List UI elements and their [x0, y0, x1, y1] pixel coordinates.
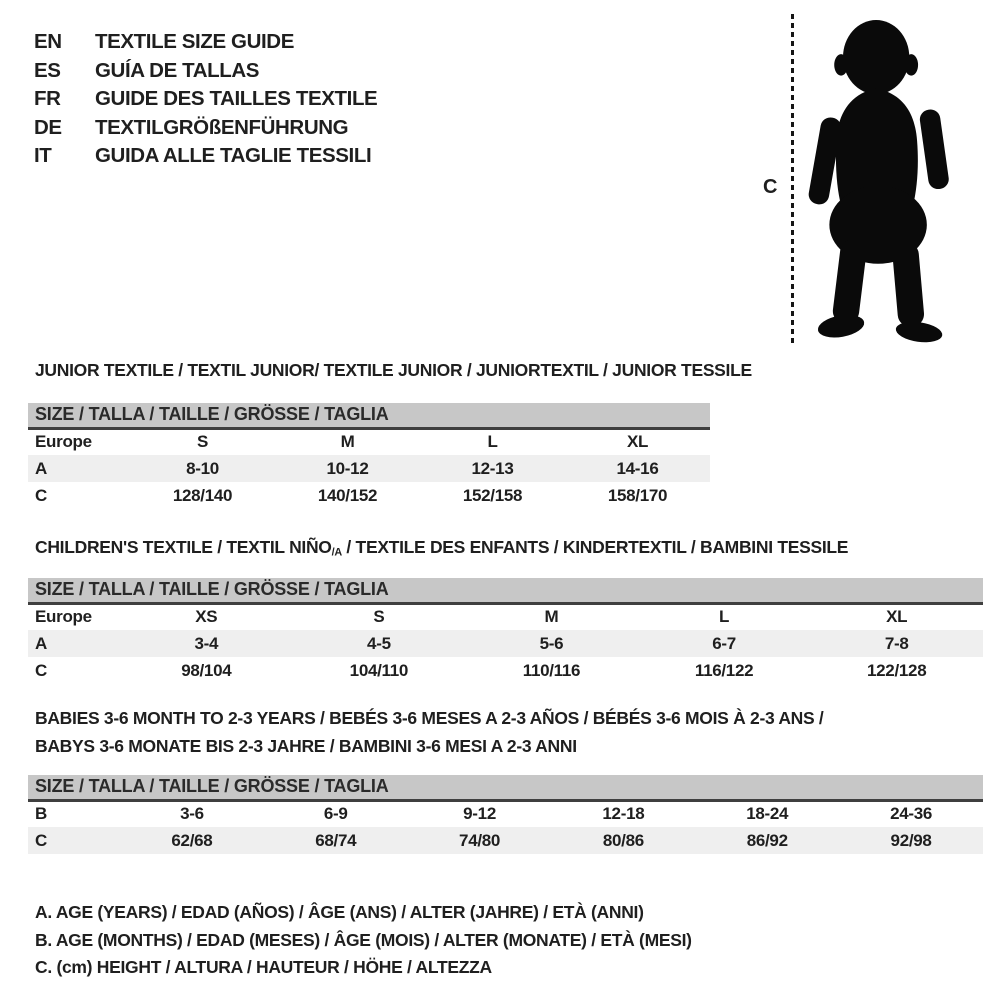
size-cell: 152/158	[462, 485, 523, 505]
children-title-text: CHILDREN'S TEXTILE / TEXTIL NIÑO	[35, 537, 332, 557]
language-title: TEXTILE SIZE GUIDE	[95, 30, 294, 54]
size-cell: 24-36	[890, 804, 933, 824]
toddler-silhouette-icon	[804, 8, 960, 348]
language-title: TEXTILGRÖßENFÜHRUNG	[95, 115, 349, 139]
size-header-label: SIZE / TALLA / TAILLE / GRÖSSE / TAGLIA	[28, 775, 983, 800]
size-cell: S	[373, 607, 385, 627]
babies-size-table	[28, 775, 983, 854]
children-section-title	[35, 534, 848, 567]
size-header-row	[28, 775, 983, 800]
size-cell: 74/80	[408, 827, 552, 854]
row-label-cell: A	[28, 455, 130, 482]
children-title-text: / TEXTILE DES ENFANTS / KINDERTEXTIL / BAMBINI TESSILE	[341, 537, 849, 557]
size-cell: XL	[886, 607, 908, 627]
size-cell: 5-6	[465, 630, 638, 657]
language-row	[34, 114, 377, 143]
table-row	[28, 800, 983, 827]
size-header-label: SIZE / TALLA / TAILLE / GRÖSSE / TAGLIA	[28, 578, 983, 603]
children-title-subscript: /A	[331, 546, 342, 559]
size-cell: 128/140	[172, 485, 233, 505]
table-row	[28, 657, 983, 684]
language-code: FR	[34, 87, 61, 111]
size-cell: 140/152	[317, 485, 378, 505]
row-label-cell: Europe	[35, 607, 92, 627]
language-list	[34, 28, 377, 171]
footnote-a: A. AGE (YEARS) / EDAD (AÑOS) / ÂGE (ANS) / ALTER (JAHRE) / ETÀ (ANNI)	[35, 902, 644, 922]
language-row	[34, 57, 377, 86]
language-code: DE	[34, 115, 62, 139]
size-cell: 158/170	[607, 485, 668, 505]
size-cell: 9-12	[463, 804, 496, 824]
row-label-cell: A	[28, 630, 120, 657]
footnote-c: C. (cm) HEIGHT / ALTURA / HAUTEUR / HÖHE / ALTEZZA	[35, 957, 492, 977]
language-title: GUIDA ALLE TAGLIE TESSILI	[95, 144, 372, 168]
footnote-b: B. AGE (MONTHS) / EDAD (MESES) / ÂGE (MOIS) / ALTER (MONATE) / ETÀ (MESI)	[35, 929, 692, 950]
table-row	[28, 603, 983, 630]
babies-title-line: BABIES 3-6 MONTH TO 2-3 YEARS / BEBÉS 3-6 MESES A 2-3 AÑOS / BÉBÉS 3-6 MOIS À 2-3 ANS /	[35, 708, 824, 728]
language-row	[34, 85, 377, 114]
footnotes	[35, 899, 692, 982]
row-label-cell: C	[35, 660, 47, 680]
size-header-row	[28, 403, 710, 428]
size-cell: L	[719, 607, 730, 627]
size-cell: 6-7	[638, 630, 811, 657]
language-title: GUÍA DE TALLAS	[95, 58, 260, 82]
table-row	[28, 482, 710, 509]
size-cell: 80/86	[551, 827, 695, 854]
babies-title-line: BABYS 3-6 MONATE BIS 2-3 JAHRE / BAMBINI 3-6 MESI A 2-3 ANNI	[35, 735, 577, 756]
size-cell: 98/104	[181, 660, 232, 680]
size-header-label: SIZE / TALLA / TAILLE / GRÖSSE / TAGLIA	[28, 403, 710, 428]
language-code: IT	[34, 144, 52, 168]
size-cell: 122/128	[867, 660, 927, 680]
size-cell: L	[487, 432, 498, 452]
row-label-cell: Europe	[35, 432, 92, 452]
size-cell: 116/122	[694, 660, 754, 680]
row-label-cell: C	[35, 485, 47, 505]
size-cell: 62/68	[120, 827, 264, 854]
size-cell: 14-16	[565, 455, 710, 482]
junior-size-table	[28, 403, 710, 509]
language-row	[34, 28, 377, 57]
size-cell: M	[544, 607, 559, 627]
language-code: ES	[34, 58, 61, 82]
size-header-row	[28, 578, 983, 603]
size-cell: 18-24	[746, 804, 789, 824]
size-cell: 6-9	[323, 804, 348, 824]
row-label-cell: B	[35, 804, 47, 824]
size-cell: 68/74	[264, 827, 408, 854]
size-cell: 12-13	[420, 455, 565, 482]
height-measure-label: C	[763, 176, 778, 198]
size-cell: 104/110	[349, 660, 409, 680]
junior-section-title: JUNIOR TEXTILE / TEXTIL JUNIOR/ TEXTILE JUNIOR / JUNIORTEXTIL / JUNIOR TESSILE	[35, 360, 752, 380]
size-cell: 10-12	[275, 455, 420, 482]
size-cell: S	[196, 432, 209, 452]
size-cell: 4-5	[293, 630, 466, 657]
size-cell: 110/116	[522, 660, 581, 680]
height-measure-line	[791, 14, 794, 347]
size-cell: 8-10	[130, 455, 275, 482]
size-cell: 92/98	[839, 827, 983, 854]
table-row	[28, 428, 710, 455]
children-size-table	[28, 578, 983, 684]
size-cell: 3-6	[180, 804, 204, 824]
size-cell: XL	[626, 432, 649, 452]
language-code: EN	[34, 30, 62, 54]
size-cell: M	[340, 432, 355, 452]
table-row	[28, 630, 983, 657]
size-cell: XS	[195, 607, 218, 627]
size-cell: 7-8	[810, 630, 983, 657]
size-cell: 3-4	[120, 630, 293, 657]
size-cell: 12-18	[602, 804, 645, 824]
language-row	[34, 142, 377, 171]
table-row	[28, 455, 710, 482]
babies-section-title	[35, 705, 824, 760]
size-cell: 86/92	[695, 827, 839, 854]
row-label-cell: C	[28, 827, 120, 854]
language-title: GUIDE DES TAILLES TEXTILE	[95, 87, 378, 111]
table-row	[28, 827, 983, 854]
